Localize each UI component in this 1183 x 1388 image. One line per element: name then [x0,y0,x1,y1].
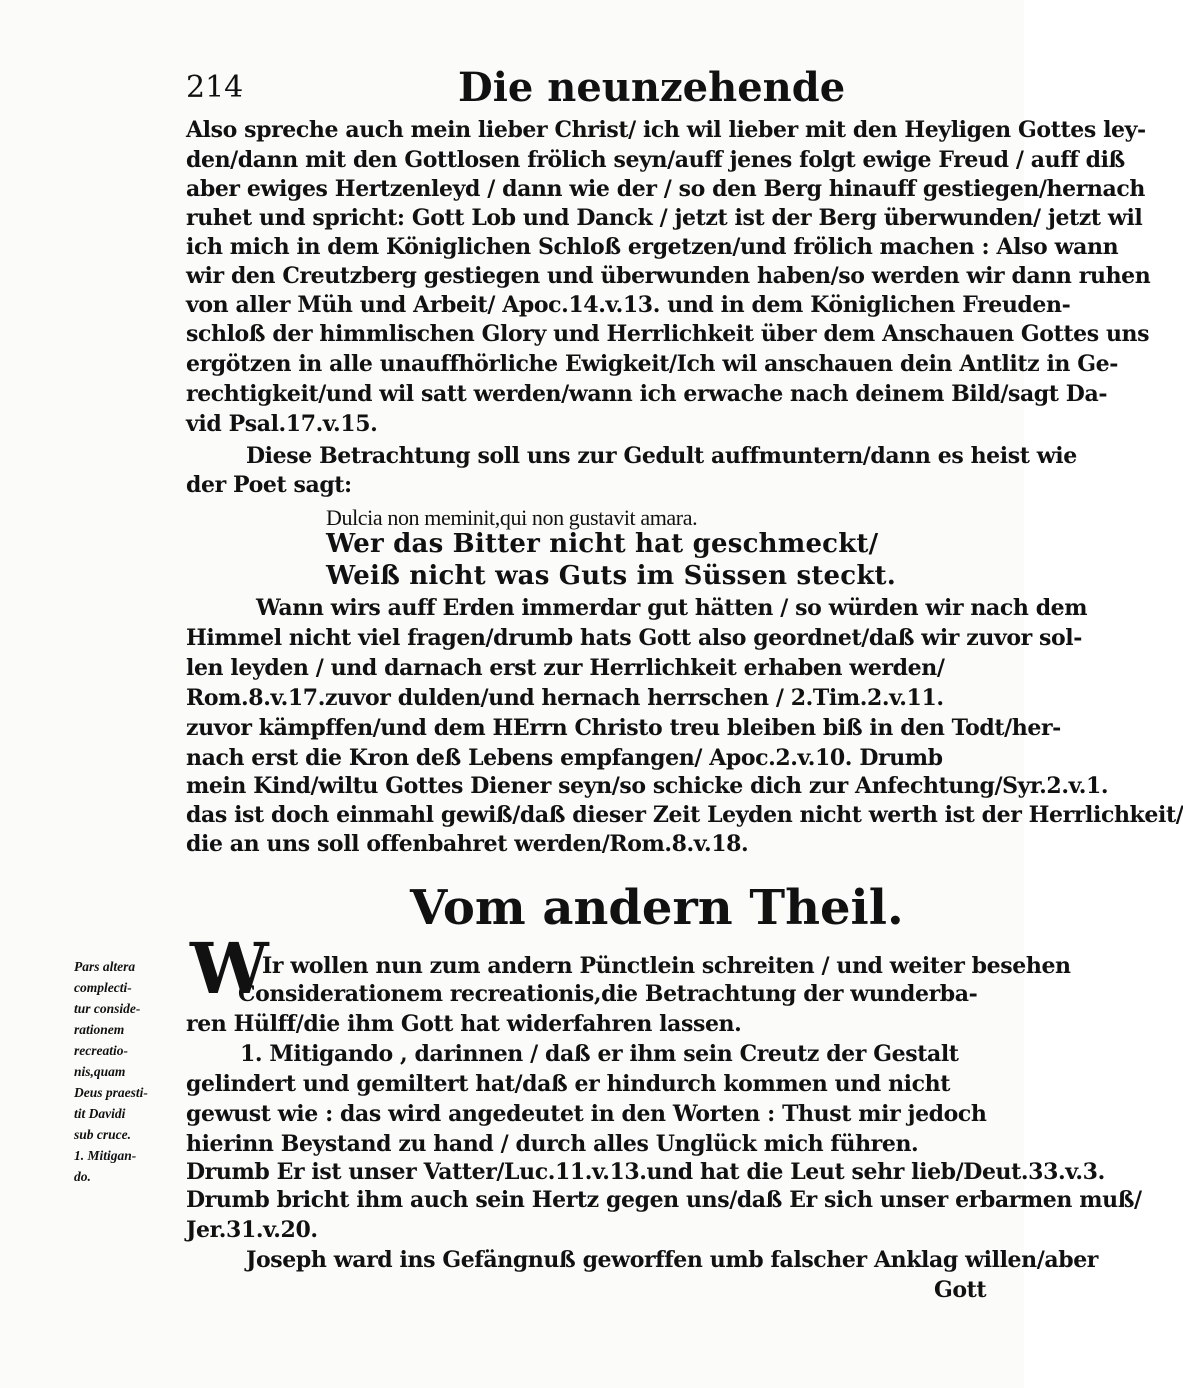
body-line: ruhet und spricht: Gott Lob und Danck / jetzt ist der Berg überwunden/ jetzt wil [186,205,1143,231]
body-line: Drumb Er ist unser Vatter/Luc.11.v.13.und hat die Leut sehr lieb/Deut.33.v.3. [186,1159,1105,1185]
body-line: die an uns soll offenbahret werden/Rom.8.v.18. [186,831,749,857]
body-line: Wann wirs auff Erden immerdar gut hätten / so würden wir nach dem [256,595,1088,621]
body-line: Also spreche auch mein lieber Christ/ ich wil lieber mit den Heyligen Gottes ley- [186,117,1146,143]
body-line: aber ewiges Hertzenleyd / dann wie der / so den Berg hinauff gestiegen/hernach [186,176,1145,202]
body-line: Ir wollen nun zum andern Pünctlein schreiten / und weiter besehen [262,953,1071,979]
body-line: das ist doch einmahl gewiß/daß dieser Zeit Leyden nicht werth ist der Herrlichkeit/ [186,802,1183,828]
body-line: hierinn Beystand zu hand / durch alles Unglück mich führen. [186,1131,919,1157]
running-head: Die neunzehende [458,64,846,111]
margin-note-line: rationem [74,1022,125,1037]
verse-line: Weiß nicht was Guts im Süssen steckt. [326,561,896,591]
margin-note-line: tit Davidi [74,1106,126,1121]
margin-note-line: Pars altera [74,959,136,974]
margin-note-line: 1. Mitigan- [74,1148,137,1163]
body-line: Drumb bricht ihm auch sein Hertz gegen uns/daß Er sich unser erbarmen muß/ [186,1187,1142,1213]
body-line: Himmel nicht viel fragen/drumb hats Gott also geordnet/daß wir zuvor sol- [186,625,1082,651]
latin-quote: Dulcia non meminit,qui non gustavit amara. [326,505,698,530]
body-line: ich mich in dem Königlichen Schloß ergetzen/und frölich machen : Also wann [186,234,1119,260]
margin-note-line: nis,quam [74,1064,126,1079]
body-line: den/dann mit den Gottlosen frölich seyn/auff jenes folgt ewige Freud / auff diß [186,147,1125,173]
body-line: wir den Creutzberg gestiegen und überwunden haben/so werden wir dann ruhen [186,263,1151,289]
body-line: Diese Betrachtung soll uns zur Gedult auffmuntern/dann es heist wie [246,443,1077,469]
margin-note-line: complecti- [74,980,132,995]
body-line: Joseph ward ins Gefängnuß geworffen umb falscher Anklag willen/aber [246,1247,1098,1273]
margin-note-line: sub cruce. [74,1127,131,1142]
drop-cap: W [190,927,269,1010]
margin-note-line: tur conside- [74,1001,141,1016]
margin-note-line: Deus praesti- [74,1085,148,1100]
body-line: der Poet sagt: [186,472,352,498]
body-line: len leyden / und darnach erst zur Herrlichkeit erhaben werden/ [186,655,945,681]
body-line: Jer.31.v.20. [186,1217,318,1243]
section-heading: Vom andern Theil. [410,880,904,936]
body-line: rechtigkeit/und wil satt werden/wann ich erwache nach deinem Bild/sagt Da- [186,381,1108,407]
body-line: zuvor kämpffen/und dem HErrn Christo treu bleiben biß in den Todt/her- [186,715,1061,741]
body-line: ergötzen in alle unauffhörliche Ewigkeit/Ich wil anschauen dein Antlitz in Ge- [186,351,1118,377]
body-line: Considerationem recreationis,die Betrachtung der wunderba- [238,981,978,1007]
body-line: 1. Mitigando , darinnen / daß er ihm sein Creutz der Gestalt [240,1041,959,1067]
margin-note-line: recreatio- [74,1043,128,1058]
body-line: mein Kind/wiltu Gottes Diener seyn/so schicke dich zur Anfechtung/Syr.2.v.1. [186,773,1109,799]
verse-line: Wer das Bitter nicht hat geschmeckt/ [326,529,879,559]
page-number: 214 [186,70,244,105]
catchword: Gott [934,1277,987,1303]
margin-note-line: do. [74,1169,91,1184]
body-line: vid Psal.17.v.15. [186,411,378,437]
page-header [178,62,978,118]
body-line: gelindert und gemiltert hat/daß er hindurch kommen und nicht [186,1071,950,1097]
body-line: gewust wie : das wird angedeutet in den Worten : Thust mir jedoch [186,1101,987,1127]
margin-note [74,956,184,1187]
body-line: von aller Müh und Arbeit/ Apoc.14.v.13. und in dem Königlichen Freuden- [186,292,1071,318]
body-line: Rom.8.v.17.zuvor dulden/und hernach herrschen / 2.Tim.2.v.11. [186,685,944,711]
body-line: schloß der himmlischen Glory und Herrlichkeit über dem Anschauen Gottes uns [186,321,1150,347]
body-line: nach erst die Kron deß Lebens empfangen/ Apoc.2.v.10. Drumb [186,745,943,771]
body-line: ren Hülff/die ihm Gott hat widerfahren lassen. [186,1011,742,1037]
